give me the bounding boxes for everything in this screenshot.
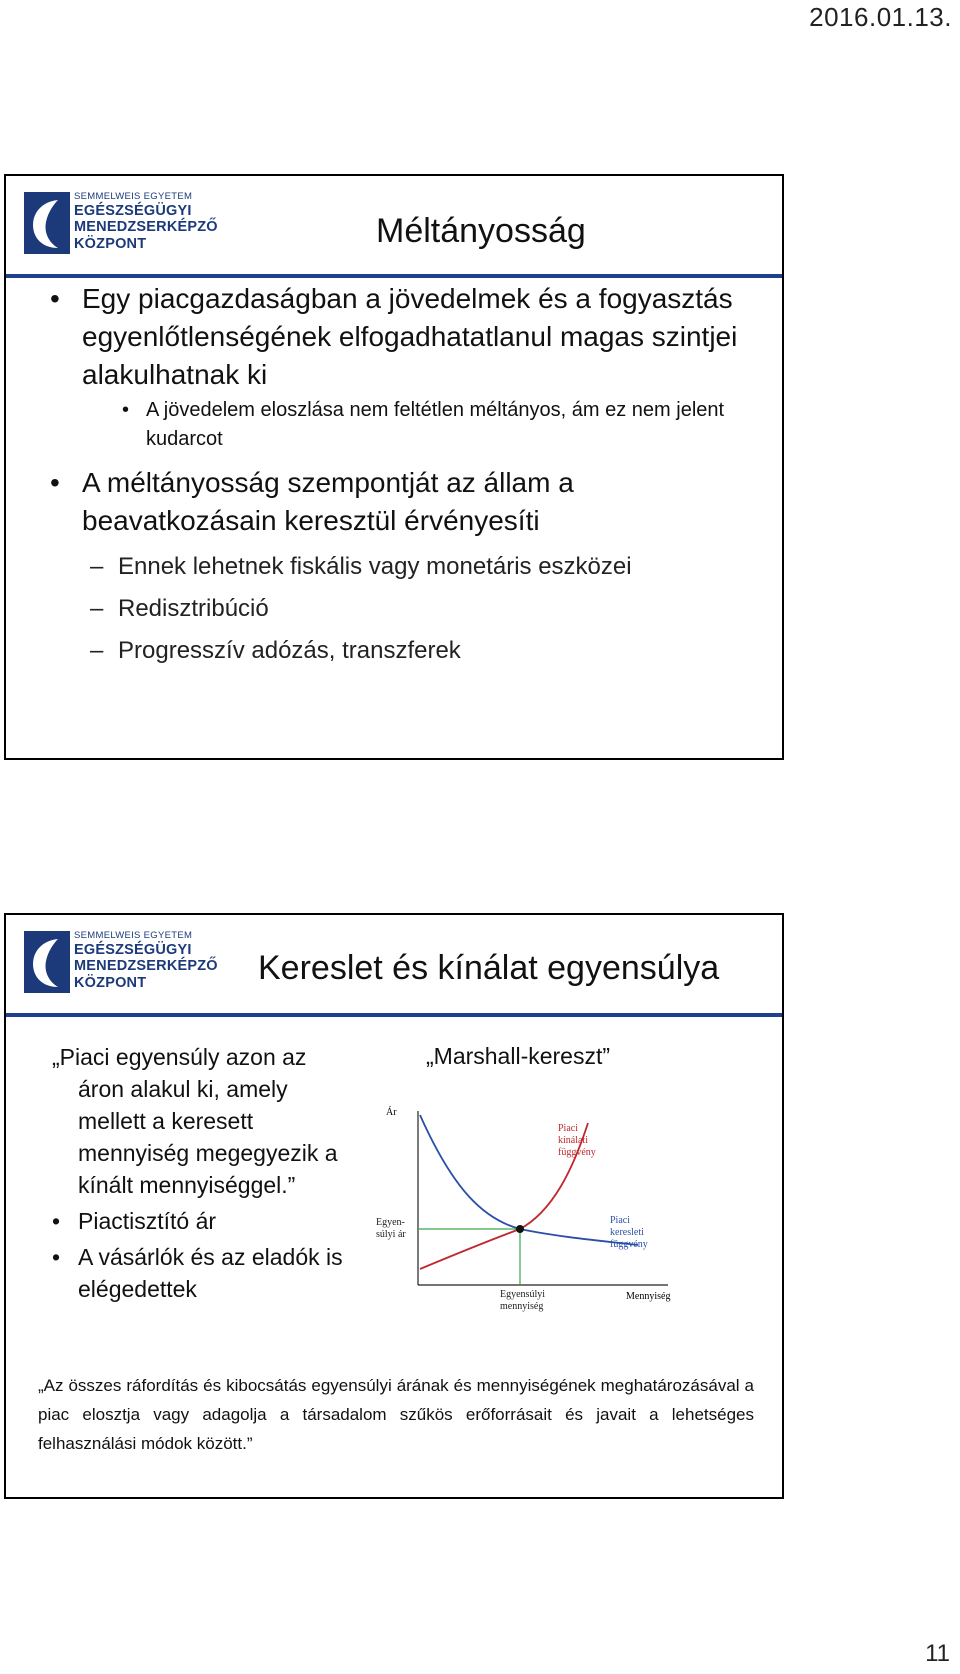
equilibrium-point (516, 1225, 524, 1233)
logo-line-4: KÖZPONT (74, 974, 147, 991)
bullet-item (52, 1241, 352, 1305)
dash-item (90, 636, 730, 666)
bullet-marker: • (52, 1244, 61, 1270)
bullet-item (50, 280, 750, 394)
slide-meltanyossag (4, 174, 784, 760)
page-number: 11 (925, 1640, 950, 1667)
footer-quote: „Az összes ráfordítás és kibocsátás egyensúlyi árának és mennyiségének meghatározásával a piac elosztja vagy adagolja a társadalom szűkös erőforrásait és javait a lehetséges felhasználási módok között.” (38, 1376, 754, 1453)
logo-line-2: EGÉSZSÉGÜGYI (74, 202, 192, 219)
bullet-text: Piactisztító ár (78, 1208, 217, 1234)
logo-line-4: KÖZPONT (74, 235, 147, 252)
logo-line-3: MENEDZSERKÉPZŐ (74, 219, 218, 235)
logo-line-1: SEMMELWEIS EGYETEM (74, 191, 193, 202)
bullet-marker: • (50, 467, 60, 498)
dash-text: Ennek lehetnek fiskális vagy monetáris eszközei (118, 553, 632, 580)
bullet-marker: • (122, 399, 130, 421)
bullet-text: A vásárlók és az eladók is elégedettek (78, 1244, 343, 1302)
slide-header (6, 915, 782, 1017)
dash-item (90, 594, 730, 624)
dash-item (90, 552, 730, 582)
equilibrium-quantity-label: Egyensúlyi mennyiség (500, 1289, 545, 1312)
slide-kereslet-kinalat (4, 913, 784, 1499)
slide-header (6, 176, 782, 278)
slide-title: Méltányosság (376, 212, 586, 250)
logo-line-3: MENEDZSERKÉPZŐ (74, 958, 218, 974)
dash-marker: – (90, 595, 104, 622)
sub-bullet-item (122, 396, 742, 454)
marshall-cross-graph (368, 1099, 688, 1319)
bullet-marker: • (52, 1208, 61, 1234)
logo-line-1: SEMMELWEIS EGYETEM (74, 930, 193, 941)
bullet-text: A jövedelem eloszlása nem feltétlen méltányos, ám ez nem jelent kudarcot (146, 399, 725, 450)
graph-heading: „Marshall-kereszt” (426, 1043, 611, 1069)
definition-quote: „Piaci egyensúly azon az áron alakul ki, amely mellett a keresett mennyiség megegyezik a kínált mennyiséggel.” (52, 1044, 338, 1198)
logo (20, 190, 218, 256)
bullet-item (50, 464, 750, 540)
equilibrium-price-label: Egyen- súlyi ár (376, 1217, 406, 1240)
dash-text: Redisztribúció (118, 595, 269, 622)
dash-marker: – (90, 553, 104, 580)
supply-label: Piaci kínálati függvény (558, 1123, 596, 1158)
demand-label: Piaci keresleti függvény (610, 1215, 648, 1250)
slide-body-left (52, 1041, 352, 1305)
logo-mark-icon (24, 192, 70, 254)
y-axis-label: Ár (386, 1107, 397, 1118)
slide-title: Kereslet és kínálat egyensúlya (258, 949, 720, 987)
bullet-text: A méltányosság szempontját az állam a beavatkozásain keresztül érvényesíti (82, 467, 574, 536)
bullet-item (52, 1205, 352, 1237)
logo-line-2: EGÉSZSÉGÜGYI (74, 941, 192, 958)
dash-text: Progresszív adózás, transzferek (118, 637, 461, 664)
logo-mark-icon (24, 931, 70, 993)
x-axis-label: Mennyiség (626, 1291, 671, 1302)
bullet-marker: • (50, 283, 60, 314)
bullet-text: Egy piacgazdaságban a jövedelmek és a fogyasztás egyenlőtlenségének elfogadhatatlanul magas szintjei alakulhatnak ki (82, 283, 738, 390)
demand-curve (420, 1115, 638, 1245)
dash-marker: – (90, 637, 104, 664)
logo (20, 929, 218, 995)
page-date: 2016.01.13. (809, 2, 952, 32)
